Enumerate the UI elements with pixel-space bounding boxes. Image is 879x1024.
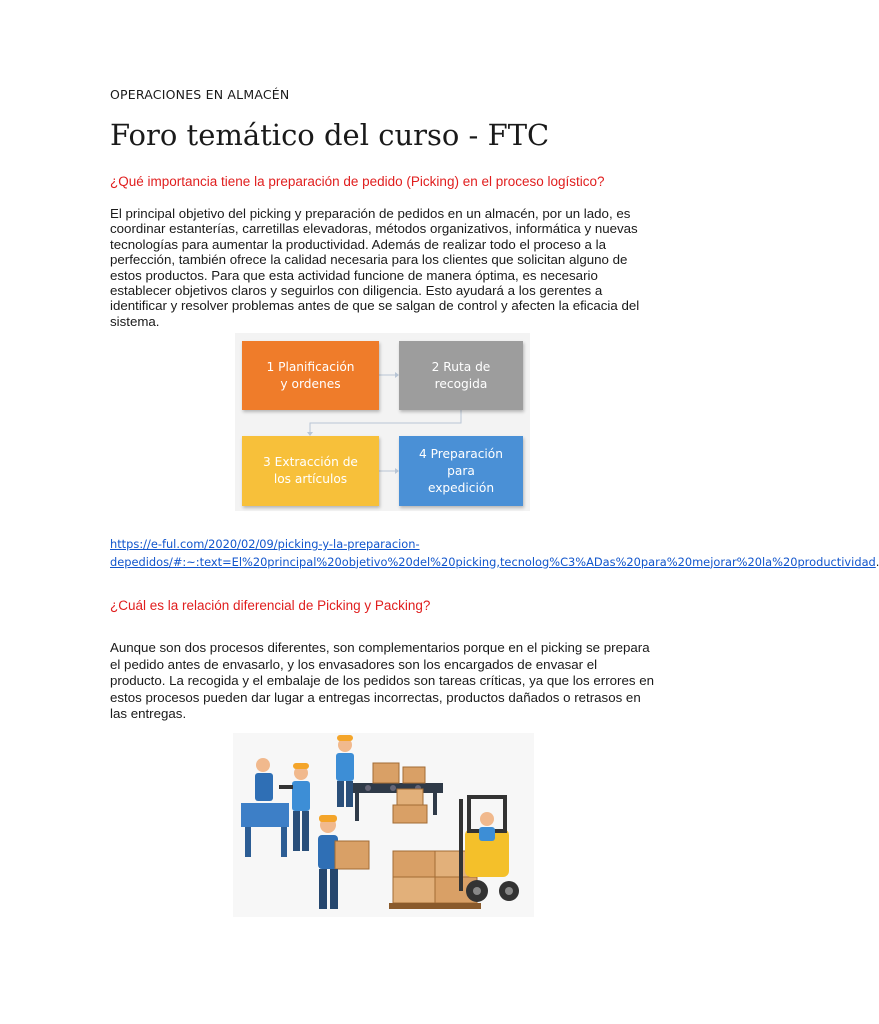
course-name: OPERACIONES EN ALMACÉN	[110, 87, 290, 102]
diagram-step-route: 2 Ruta de recogida	[399, 341, 523, 410]
picking-process-diagram	[235, 333, 530, 511]
boxes-stack-small-icon	[393, 789, 427, 823]
warehouse-illustration-icon	[233, 733, 534, 917]
diagram-step-preparation: 4 Preparación para expedición	[399, 436, 523, 506]
worker-conveyor-icon	[336, 735, 354, 807]
forklift-icon	[459, 797, 519, 902]
diagram-step-extraction: 3 Extracción de los artículos	[242, 436, 379, 506]
diagram-step-planning: 1 Planificación y ordenes	[242, 341, 379, 410]
question-picking-packing: ¿Cuál es la relación diferencial de Picking y Packing?	[110, 598, 431, 613]
page-title: Foro temático del curso - FTC	[110, 118, 550, 152]
answer-paragraph-1: El principal objetivo del picking y preparación de pedidos en un almacén, por un lado, es coordinar estanterías, carretillas elevadoras, métodos organizativos, informática y nuevas tecnologías para aumentar la productividad. Además de realizar todo el proceso a la perfección, también ofrece la calidad necesaria para los clientes que solicitan alguno de estos productos. Para que esta actividad funcione de manera óptima, es necesario establecer objetivos claros y seguirlos con diligencia. Esto ayudará a los gerentes a identificar y resolver problemas antes de que se salgan de control y afecten la eficacia del sistema.	[110, 206, 640, 329]
question-picking-importance: ¿Qué importancia tiene la preparación de pedido (Picking) en el proceso logístico?	[110, 174, 605, 189]
worker-desk-icon	[241, 758, 289, 857]
source-link[interactable]: https://e-ful.com/2020/02/09/picking-y-la-preparacion-depedidos/#:~:text=El%20principal%20objetivo%20del%20picking,tecnolog%C3%ADas%20para%20mejorar%20la%20productividad	[110, 537, 876, 569]
source-link-paragraph	[110, 536, 876, 571]
answer-paragraph-2: Aunque son dos procesos diferentes, son complementarios porque en el picking se prepara el pedido antes de envasarlo, y los envasadores son los encargados de envasar el producto. La recogida y el embalaje de los pedidos son tareas críticas, ya que los errores en estos procesos pueden dar lugar a entregas incorrectas, productos dañados o retrasos en las entregas.	[110, 640, 655, 722]
worker-carrying-box-icon	[318, 815, 369, 909]
warehouse-workers-forklift-illustration	[233, 733, 534, 917]
